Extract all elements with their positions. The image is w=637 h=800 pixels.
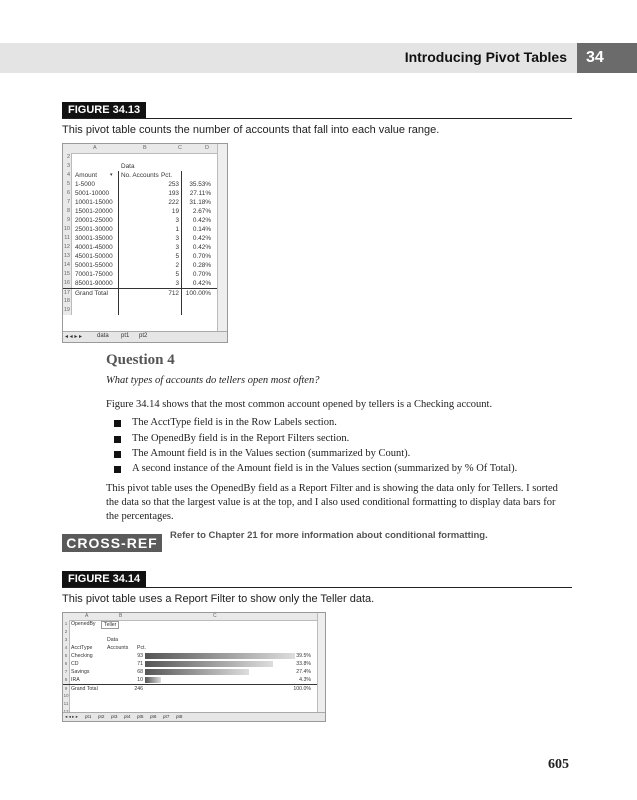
count-value: 19 bbox=[171, 208, 179, 215]
sheet-tab[interactable]: pt3 bbox=[111, 714, 118, 719]
count-value: 3 bbox=[175, 235, 179, 242]
row-number: 13 bbox=[63, 253, 70, 259]
row-number: 9 bbox=[63, 685, 70, 693]
range-label: 5001-10000 bbox=[75, 190, 110, 197]
row-number: 18 bbox=[63, 298, 70, 304]
tab-nav-arrows-icon[interactable]: ◂ ◂ ▸ ▸ bbox=[65, 714, 79, 719]
data-header: Data bbox=[121, 163, 135, 170]
count-value: 3 bbox=[175, 217, 179, 224]
sheet-tab[interactable]: pt8 bbox=[176, 714, 183, 719]
table-row bbox=[63, 261, 217, 270]
pct-value: 31.18% bbox=[189, 199, 211, 206]
bullet-text: The Amount field is in the Values section (summarized by Count). bbox=[132, 448, 411, 459]
row-number: 4 bbox=[63, 644, 70, 652]
tab-nav-arrows-icon[interactable]: ◂ ◂ ▸ ▸ bbox=[65, 334, 83, 340]
range-label: 50001-55000 bbox=[75, 262, 113, 269]
row-number: 8 bbox=[63, 207, 72, 216]
pct-value: 2.67% bbox=[192, 208, 211, 215]
table-row bbox=[63, 234, 217, 243]
section-subheading: What types of accounts do tellers open most often? bbox=[106, 375, 320, 386]
pct-value: 0.42% bbox=[192, 235, 211, 242]
row-number: 6 bbox=[63, 660, 70, 668]
acct-type-label: CD bbox=[71, 661, 79, 667]
spreadsheet-figure-1 bbox=[62, 143, 228, 343]
table-row bbox=[63, 243, 217, 252]
bullet-item bbox=[132, 463, 517, 474]
pct-value: 39.5% bbox=[296, 653, 311, 659]
column-header: A bbox=[93, 145, 97, 151]
vertical-scrollbar[interactable] bbox=[217, 144, 227, 332]
count-value: 71 bbox=[137, 661, 143, 667]
sheet-row bbox=[63, 644, 317, 652]
value-header: No. Accounts bbox=[121, 172, 159, 179]
sheet-row bbox=[63, 297, 217, 306]
pct-value: 27.11% bbox=[189, 190, 211, 197]
count-value: 253 bbox=[168, 181, 179, 188]
sheet-tab[interactable]: pt2 bbox=[139, 333, 148, 339]
range-label: 10001-15000 bbox=[75, 199, 113, 206]
count-value: 2 bbox=[175, 262, 179, 269]
filter-dropdown-icon[interactable]: ▾ bbox=[110, 172, 113, 178]
column-header: D bbox=[205, 145, 209, 151]
row-number: 10 bbox=[63, 693, 69, 698]
row-number: 7 bbox=[63, 198, 72, 207]
body-paragraph: Figure 34.14 shows that the most common account opened by tellers is a Checking account. bbox=[106, 399, 493, 410]
row-number: 2 bbox=[63, 153, 72, 162]
count-value: 3 bbox=[175, 244, 179, 251]
row-number: 10 bbox=[63, 226, 70, 232]
row-number: 14 bbox=[63, 262, 70, 268]
count-value: 93 bbox=[137, 653, 143, 659]
row-number: 15 bbox=[63, 271, 70, 277]
count-value: 193 bbox=[168, 190, 179, 197]
figure-label-2: FIGURE 34.14 bbox=[62, 571, 146, 587]
pct-value: 35.53% bbox=[189, 181, 211, 188]
table-row bbox=[63, 207, 217, 216]
row-number: 12 bbox=[63, 244, 70, 250]
pct-value: 0.14% bbox=[192, 226, 211, 233]
running-header bbox=[0, 43, 637, 73]
pct-value: 0.42% bbox=[192, 244, 211, 251]
row-number: 8 bbox=[63, 676, 70, 684]
bullet-icon bbox=[114, 436, 121, 443]
row-number: 16 bbox=[63, 280, 70, 286]
cross-ref-text: Refer to Chapter 21 for more information about conditional formatting. bbox=[170, 530, 488, 541]
count-value: 222 bbox=[168, 199, 179, 206]
data-bar bbox=[145, 653, 295, 659]
sheet-tab[interactable]: pt5 bbox=[137, 714, 144, 719]
sheet-row bbox=[63, 171, 217, 180]
data-bar bbox=[145, 677, 161, 683]
chapter-number-tab: 34 bbox=[577, 43, 637, 73]
sheet-row bbox=[63, 700, 317, 708]
sheet-tab-bar bbox=[63, 712, 325, 721]
sheet-row bbox=[63, 636, 317, 644]
row-number: 4 bbox=[63, 171, 72, 180]
sheet-row bbox=[63, 153, 217, 162]
sheet-row bbox=[63, 628, 317, 636]
page-number: 605 bbox=[548, 757, 569, 772]
range-label: 45001-50000 bbox=[75, 253, 113, 260]
count-value: 68 bbox=[137, 669, 143, 675]
range-label: 15001-20000 bbox=[75, 208, 113, 215]
pct-value: 4.3% bbox=[299, 677, 311, 683]
filter-row bbox=[63, 620, 317, 628]
value-header: Pct. bbox=[161, 172, 173, 179]
row-number: 2 bbox=[63, 628, 70, 636]
acct-type-label: Savings bbox=[71, 669, 90, 675]
row-number: 11 bbox=[63, 701, 69, 706]
table-row bbox=[63, 668, 317, 676]
bullet-text: The AcctType field is in the Row Labels section. bbox=[132, 417, 337, 428]
bullet-icon bbox=[114, 466, 121, 473]
sheet-row bbox=[63, 162, 217, 171]
row-number: 5 bbox=[63, 652, 70, 660]
bullet-item bbox=[132, 417, 337, 428]
paragraph-line: the percentages. bbox=[106, 511, 174, 522]
count-value: 5 bbox=[175, 253, 179, 260]
table-row bbox=[63, 225, 217, 234]
row-number: 11 bbox=[64, 235, 70, 241]
row-number: 5 bbox=[63, 180, 72, 189]
section-heading: Question 4 bbox=[106, 352, 175, 368]
row-label-header[interactable]: Amount bbox=[75, 172, 98, 179]
data-bar bbox=[145, 669, 249, 675]
row-number: 9 bbox=[63, 216, 72, 225]
row-number: 19 bbox=[63, 307, 70, 313]
sheet-row bbox=[63, 692, 317, 700]
pivot-border bbox=[181, 171, 182, 315]
sheet-tab[interactable]: pt2 bbox=[98, 714, 105, 719]
table-row bbox=[63, 652, 317, 660]
count-value: 1 bbox=[175, 226, 179, 233]
sheet-tab[interactable]: pt7 bbox=[163, 714, 170, 719]
table-row bbox=[63, 279, 217, 288]
pct-value: 0.42% bbox=[192, 217, 211, 224]
bullet-item bbox=[132, 433, 349, 444]
data-header: Data bbox=[107, 637, 118, 643]
vertical-scrollbar[interactable] bbox=[317, 613, 325, 713]
acct-type-label: IRA bbox=[71, 677, 80, 683]
figure-caption-2: This pivot table uses a Report Filter to show only the Teller data. bbox=[62, 593, 375, 605]
acct-type-label: Checking bbox=[71, 653, 93, 659]
sheet-tab[interactable]: pt6 bbox=[150, 714, 157, 719]
table-row bbox=[63, 198, 217, 207]
filter-value[interactable]: Teller bbox=[101, 621, 119, 629]
range-label: 70001-75000 bbox=[75, 271, 113, 278]
count-value: 5 bbox=[175, 271, 179, 278]
column-header: B bbox=[143, 145, 147, 151]
cross-ref-badge: CROSS-REF bbox=[62, 534, 162, 552]
data-bar bbox=[145, 661, 273, 667]
body-paragraph-2 bbox=[106, 482, 576, 524]
row-number: 6 bbox=[63, 189, 72, 198]
sheet-tab[interactable]: pt4 bbox=[124, 714, 131, 719]
bullet-icon bbox=[114, 451, 121, 458]
paragraph-line: the data so that the largest value is at the top, and I also used conditional formatting to display data bars for bbox=[106, 497, 556, 508]
pct-value: 0.70% bbox=[192, 253, 211, 260]
table-row bbox=[63, 270, 217, 279]
count-value: 3 bbox=[175, 280, 179, 287]
table-row bbox=[63, 216, 217, 225]
column-header: C bbox=[213, 613, 217, 619]
range-label: 85001-90000 bbox=[75, 280, 113, 287]
grand-total-count: 712 bbox=[168, 290, 179, 297]
row-number: 17 bbox=[63, 290, 70, 296]
table-row bbox=[63, 252, 217, 261]
range-label: 20001-25000 bbox=[75, 217, 113, 224]
sheet-tab[interactable]: pt1 bbox=[85, 714, 92, 719]
table-row bbox=[63, 660, 317, 668]
grand-total-count: 246 bbox=[134, 686, 143, 692]
bullet-text: A second instance of the Amount field is in the Values section (summarized by % Of Total). bbox=[132, 463, 518, 474]
sheet-row bbox=[63, 306, 217, 311]
value-header: Accounts bbox=[107, 645, 129, 651]
spreadsheet-figure-2 bbox=[62, 612, 326, 722]
sheet-tab[interactable]: pt1 bbox=[121, 333, 130, 339]
bullet-text: The OpenedBy field is in the Report Filters section. bbox=[132, 433, 350, 444]
value-header: Pct. bbox=[137, 645, 146, 651]
sheet-tab-bar bbox=[63, 331, 227, 342]
grand-total-pct: 100.0% bbox=[293, 686, 311, 692]
figure-label-1: FIGURE 34.13 bbox=[62, 102, 146, 118]
grand-total-label: Grand Total bbox=[71, 686, 98, 692]
running-header-title: Introducing Pivot Tables bbox=[404, 49, 567, 65]
row-number: 3 bbox=[63, 162, 72, 171]
grand-total-label: Grand Total bbox=[75, 290, 108, 297]
pct-value: 0.28% bbox=[192, 262, 211, 269]
column-header: A bbox=[85, 613, 89, 619]
grand-total-pct: 100.00% bbox=[185, 290, 211, 297]
row-number: 1 bbox=[63, 620, 70, 628]
column-header: B bbox=[119, 613, 123, 619]
figure-rule-2 bbox=[62, 587, 572, 588]
row-label-header[interactable]: AcctType bbox=[71, 645, 93, 651]
column-header: C bbox=[178, 145, 182, 151]
pivot-border bbox=[118, 171, 119, 315]
filter-label: OpenedBy bbox=[71, 621, 96, 627]
range-label: 40001-45000 bbox=[75, 244, 113, 251]
figure-caption-1: This pivot table counts the number of accounts that fall into each value range. bbox=[62, 124, 440, 136]
pct-value: 27.4% bbox=[296, 669, 311, 675]
range-label: 30001-35000 bbox=[75, 235, 113, 242]
pct-value: 33.8% bbox=[296, 661, 311, 667]
range-label: 1-5000 bbox=[75, 181, 95, 188]
pct-value: 0.42% bbox=[192, 280, 211, 287]
bullet-icon bbox=[114, 420, 121, 427]
pct-value: 0.70% bbox=[192, 271, 211, 278]
figure-rule-1 bbox=[62, 118, 572, 119]
row-number: 7 bbox=[63, 668, 70, 676]
range-label: 25001-30000 bbox=[75, 226, 113, 233]
bullet-item bbox=[132, 448, 410, 459]
table-row bbox=[63, 676, 317, 684]
table-row bbox=[63, 180, 217, 189]
row-number: 3 bbox=[63, 636, 70, 644]
sheet-tab[interactable]: data bbox=[97, 333, 109, 339]
paragraph-line: This pivot table uses the OpenedBy field as a Report Filter and is showing the data only for Tellers. I sorted bbox=[106, 483, 558, 494]
table-row bbox=[63, 189, 217, 198]
count-value: 10 bbox=[137, 677, 143, 683]
